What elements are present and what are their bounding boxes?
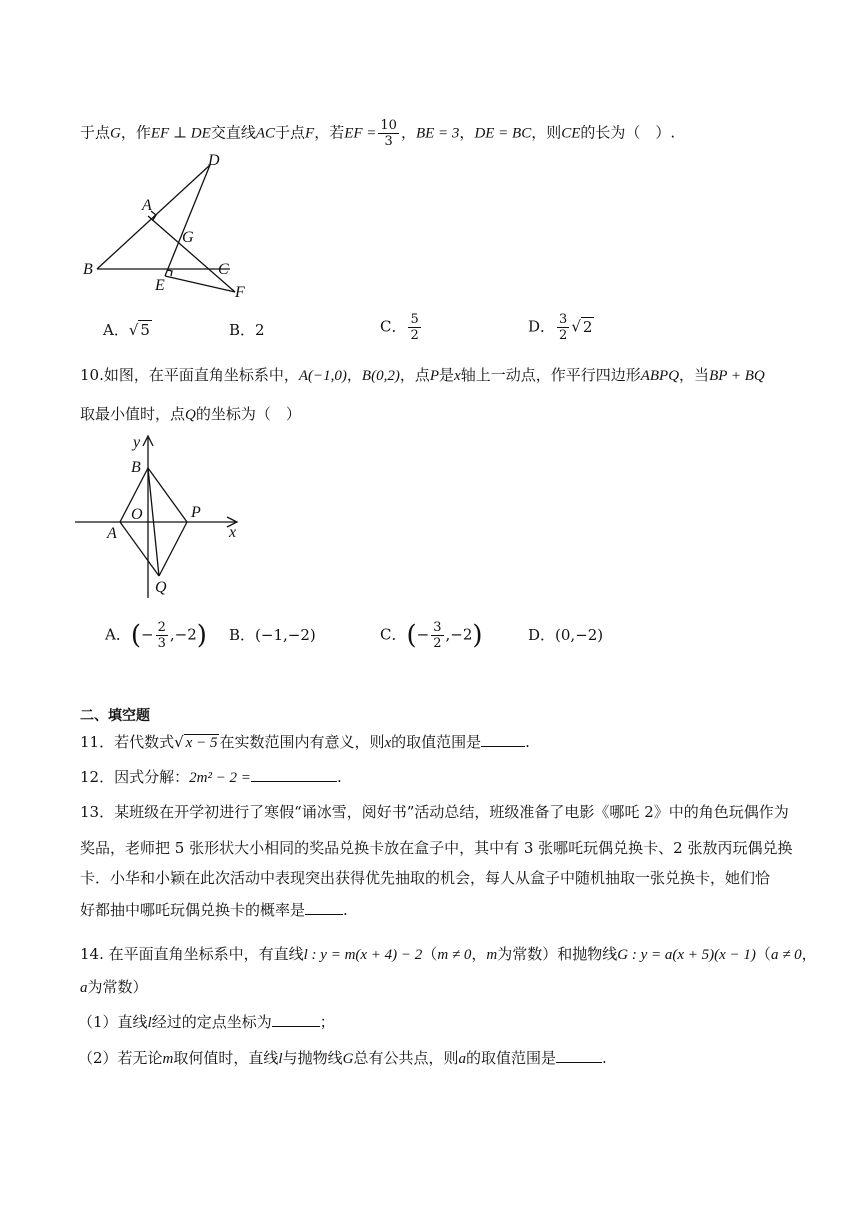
q10-option-d-value: (0,−2): [555, 626, 604, 644]
q14-line-equation: l : y = m(x + 4) − 2: [303, 947, 423, 963]
q13-line-2: 奖品，老师把 5 张形状大小相同的奖品兑换卡放在盒子中，其中有 3 张哪吒玩偶兑换卡、2 张敖丙玩偶兑换: [80, 839, 793, 857]
q10-label-x: x: [229, 524, 237, 541]
q14-l: l: [147, 1015, 152, 1031]
q14-a: a: [458, 1051, 466, 1067]
q10-point-q: Q: [185, 407, 196, 423]
q9-ef-fraction: [378, 118, 399, 149]
q12-end: .: [336, 768, 342, 786]
q10-sum-expr: BP + BQ: [709, 368, 765, 384]
q10-text: 取最小值时，点: [80, 405, 186, 423]
q10-option-b-label: B．: [229, 626, 256, 644]
q9-option-a-value: 5: [140, 321, 150, 339]
q10-label-q: Q: [155, 579, 167, 596]
q10-option-a-label: A．: [105, 625, 131, 644]
q10-option-b: [229, 625, 316, 645]
q9-label-f: F: [235, 284, 245, 300]
q9-ef-denominator: 3: [384, 134, 393, 149]
q11-radicand: x − 5: [185, 735, 218, 751]
q9-option-c-numerator: 5: [410, 312, 419, 327]
q9-ef-numerator: 10: [380, 118, 397, 133]
q9-option-d-radicand: 2: [582, 317, 593, 336]
q10-statement-line2: [80, 404, 301, 425]
q10-text: 的坐标为（ ）: [195, 405, 301, 423]
q9-option-c: [380, 312, 423, 343]
q14-text: 取何值时，直线: [173, 1049, 279, 1067]
q10-option-a-denominator: 3: [157, 636, 166, 651]
q9-text: 于点: [275, 123, 306, 142]
q11-answer-blank: [481, 732, 525, 747]
q12-number: 12．: [80, 768, 115, 786]
q9-option-d-label: D．: [528, 317, 556, 336]
q14-text: ，: [801, 945, 817, 963]
q9-option-b-label: B．: [229, 321, 256, 339]
q9-option-d: D． $\frac{3}{2}$ √ 2: [528, 312, 593, 343]
q14-text: （: [755, 945, 771, 963]
q9-label-a: A: [142, 197, 152, 214]
q9-point-g: G: [110, 125, 121, 142]
q14-text: 14. 在平面直角坐标系中，有直线: [80, 945, 304, 963]
q9-text: 于点: [80, 123, 111, 142]
q13-end: .: [343, 901, 348, 919]
q10-option-c-sign: −: [416, 625, 430, 644]
q12-expression: 2m² − 2 =: [189, 770, 251, 786]
q9-option-d-numerator: 3: [559, 312, 568, 327]
q10-option-c-label: C．: [380, 625, 407, 644]
q10-figure: [75, 430, 250, 600]
section-title: 二、填空题: [80, 708, 150, 724]
q10-option-a-fraction: [156, 620, 168, 651]
q10-option-a-sign: −: [141, 625, 154, 644]
q10-number: 10.: [80, 366, 104, 384]
q14-part-1: [78, 1012, 335, 1033]
q9-segment-ef: [165, 276, 235, 292]
q9-option-a-label: A．: [103, 321, 129, 339]
q9-text: ，则: [531, 123, 562, 142]
q14-text: ，: [471, 945, 487, 963]
q11-number: 11．: [80, 733, 115, 751]
q9-text: ，若: [314, 123, 345, 142]
q9-line-ac: AC: [255, 125, 275, 142]
q9-segment-bd: [97, 165, 210, 269]
q9-be-expr: BE = 3: [415, 125, 460, 142]
q9-option-d-denominator: 2: [559, 328, 568, 343]
q10-option-c-rest: ,−2: [445, 625, 473, 644]
q14-m: m: [162, 1051, 174, 1067]
q10-text: 如图，在平面直角坐标系中，: [103, 366, 299, 384]
q10-text: 轴上一动点，作平行四边形: [460, 366, 641, 384]
q14-parabola-equation: G : y = a(x + 5)(x − 1): [617, 947, 756, 963]
q10-option-c: C．(− $\frac{3}{2}$ ,−2): [380, 620, 483, 651]
q14-text: （1）直线: [78, 1013, 148, 1031]
q10-label-b: B: [131, 459, 141, 476]
q10-text: ，点: [399, 366, 430, 384]
q14-statement-line2: [80, 977, 148, 998]
q14-text: （2）若无论: [78, 1049, 163, 1067]
q14-g: G: [342, 1051, 354, 1067]
q10-option-d-label: D．: [528, 626, 556, 644]
q9-de-expr: DE = BC: [474, 125, 532, 142]
q13-line-1: 13．某班级在开学初进行了寒假“诵冰雪，阅好书”活动总结，班级准备了电影《哪吒 2》中的角色玩偶作为: [80, 803, 789, 821]
q13-text: 好都抽中哪吒玩偶兑换卡的概率是: [80, 901, 306, 919]
q10-point-a: A(−1,0): [298, 368, 347, 384]
q9-text: 交直线: [210, 123, 256, 142]
q12-text: 因式分解：: [114, 768, 190, 786]
q10-point-p: P: [429, 368, 440, 384]
q11-statement: 11．若代数式√ x − 5 在实数范围内有意义，则x的取值范围是 .: [80, 733, 530, 751]
q13-answer-blank: [305, 900, 343, 915]
q9-ef-expr: EF =: [344, 125, 377, 142]
q14-text: 经过的定点坐标为: [151, 1013, 272, 1031]
q13-line-4: [80, 900, 348, 920]
q14-m: m: [486, 947, 498, 963]
q9-option-c-fraction: [408, 312, 420, 343]
q10-text: ，: [346, 366, 362, 384]
q9-figure: [80, 150, 260, 300]
q10-label-a: A: [107, 525, 117, 542]
q14-text: ；: [319, 1013, 335, 1031]
q9-segment-de: [165, 165, 210, 276]
q10-parallelogram: ABPQ: [640, 368, 680, 384]
q10-option-c-fraction: [431, 620, 443, 651]
q11-text: 的取值范围是: [391, 733, 482, 751]
q10-segment-bp: [148, 468, 187, 522]
q11-x: x: [384, 735, 392, 751]
q10-option-a-rest: ,−2: [169, 625, 197, 644]
q14-text: 为常数）: [87, 978, 148, 996]
q10-option-c-numerator: 3: [433, 620, 442, 635]
q14-text: 总有公共点，则: [353, 1049, 459, 1067]
q9-label-b: B: [83, 261, 93, 278]
q14-text: （: [422, 945, 438, 963]
q9-option-b: [229, 320, 265, 340]
q10-text: ，当: [679, 366, 710, 384]
q14-text: .: [601, 1049, 607, 1067]
q10-point-b: B(0,2): [361, 368, 400, 384]
q9-label-e: E: [155, 277, 165, 294]
q13-line-3: 卡．小华和小颖在此次活动中表现突出获得优先抽取的机会，每人从盒子中随机抽取一张兑换卡，她们恰: [80, 869, 771, 887]
q9-text: ，作: [120, 123, 151, 142]
q10-label-p: P: [191, 504, 201, 521]
q9-statement: [80, 118, 675, 149]
q9-point-f: F: [305, 125, 315, 142]
q14-text: 的取值范围是: [465, 1049, 556, 1067]
q9-text: ，: [459, 123, 475, 142]
q10-statement-line1: [80, 365, 765, 386]
q14-text: 与抛物线: [282, 1049, 343, 1067]
q10-x: x: [454, 368, 461, 384]
q9-text: 的长为（ ）.: [580, 123, 676, 142]
q9-option-b-value: 2: [255, 321, 265, 339]
q9-option-c-denominator: 2: [410, 328, 419, 343]
q9-label-d: D: [208, 152, 220, 169]
q14-text: 为常数）和抛物线: [497, 945, 618, 963]
q14-a: a: [80, 980, 88, 996]
q9-ce-expr: CE: [561, 125, 581, 142]
q9-label-c: C: [218, 261, 229, 278]
q14-l: l: [278, 1051, 283, 1067]
q10-option-a: A．(− $\frac{2}{3}$ ,−2): [105, 620, 207, 651]
q9-text: ，: [400, 123, 416, 142]
q11-text: 若代数式: [114, 733, 175, 751]
q12-statement: [80, 767, 342, 788]
q10-option-d: [528, 625, 603, 645]
q14-part2-answer-blank: [556, 1048, 602, 1063]
q14-part-2: [78, 1048, 607, 1069]
q9-perp-expr: EF ⊥ DE: [150, 125, 211, 142]
q10-option-a-numerator: 2: [157, 620, 166, 635]
q10-segment-qa: [120, 522, 159, 576]
q14-statement-line1: [80, 944, 817, 965]
q10-label-o: O: [131, 506, 143, 523]
q10-option-c-denominator: 2: [433, 636, 442, 651]
q14-a-condition: a ≠ 0: [770, 947, 802, 963]
q11-end: .: [525, 733, 530, 751]
q10-label-y: y: [133, 434, 141, 451]
q9-label-g: G: [182, 229, 194, 246]
q11-text: 在实数范围内有意义，则: [219, 733, 385, 751]
q10-segment-pq: [159, 522, 187, 576]
q10-text: 是: [439, 366, 455, 384]
q9-option-c-label: C．: [380, 317, 407, 336]
q9-option-a: A．√ 5: [103, 321, 150, 339]
q12-answer-blank: [251, 767, 337, 782]
q10-option-b-value: (−1,−2): [255, 626, 316, 644]
q9-option-d-fraction: [557, 312, 569, 343]
q14-part1-answer-blank: [272, 1012, 320, 1027]
q14-m-condition: m ≠ 0: [437, 947, 472, 963]
